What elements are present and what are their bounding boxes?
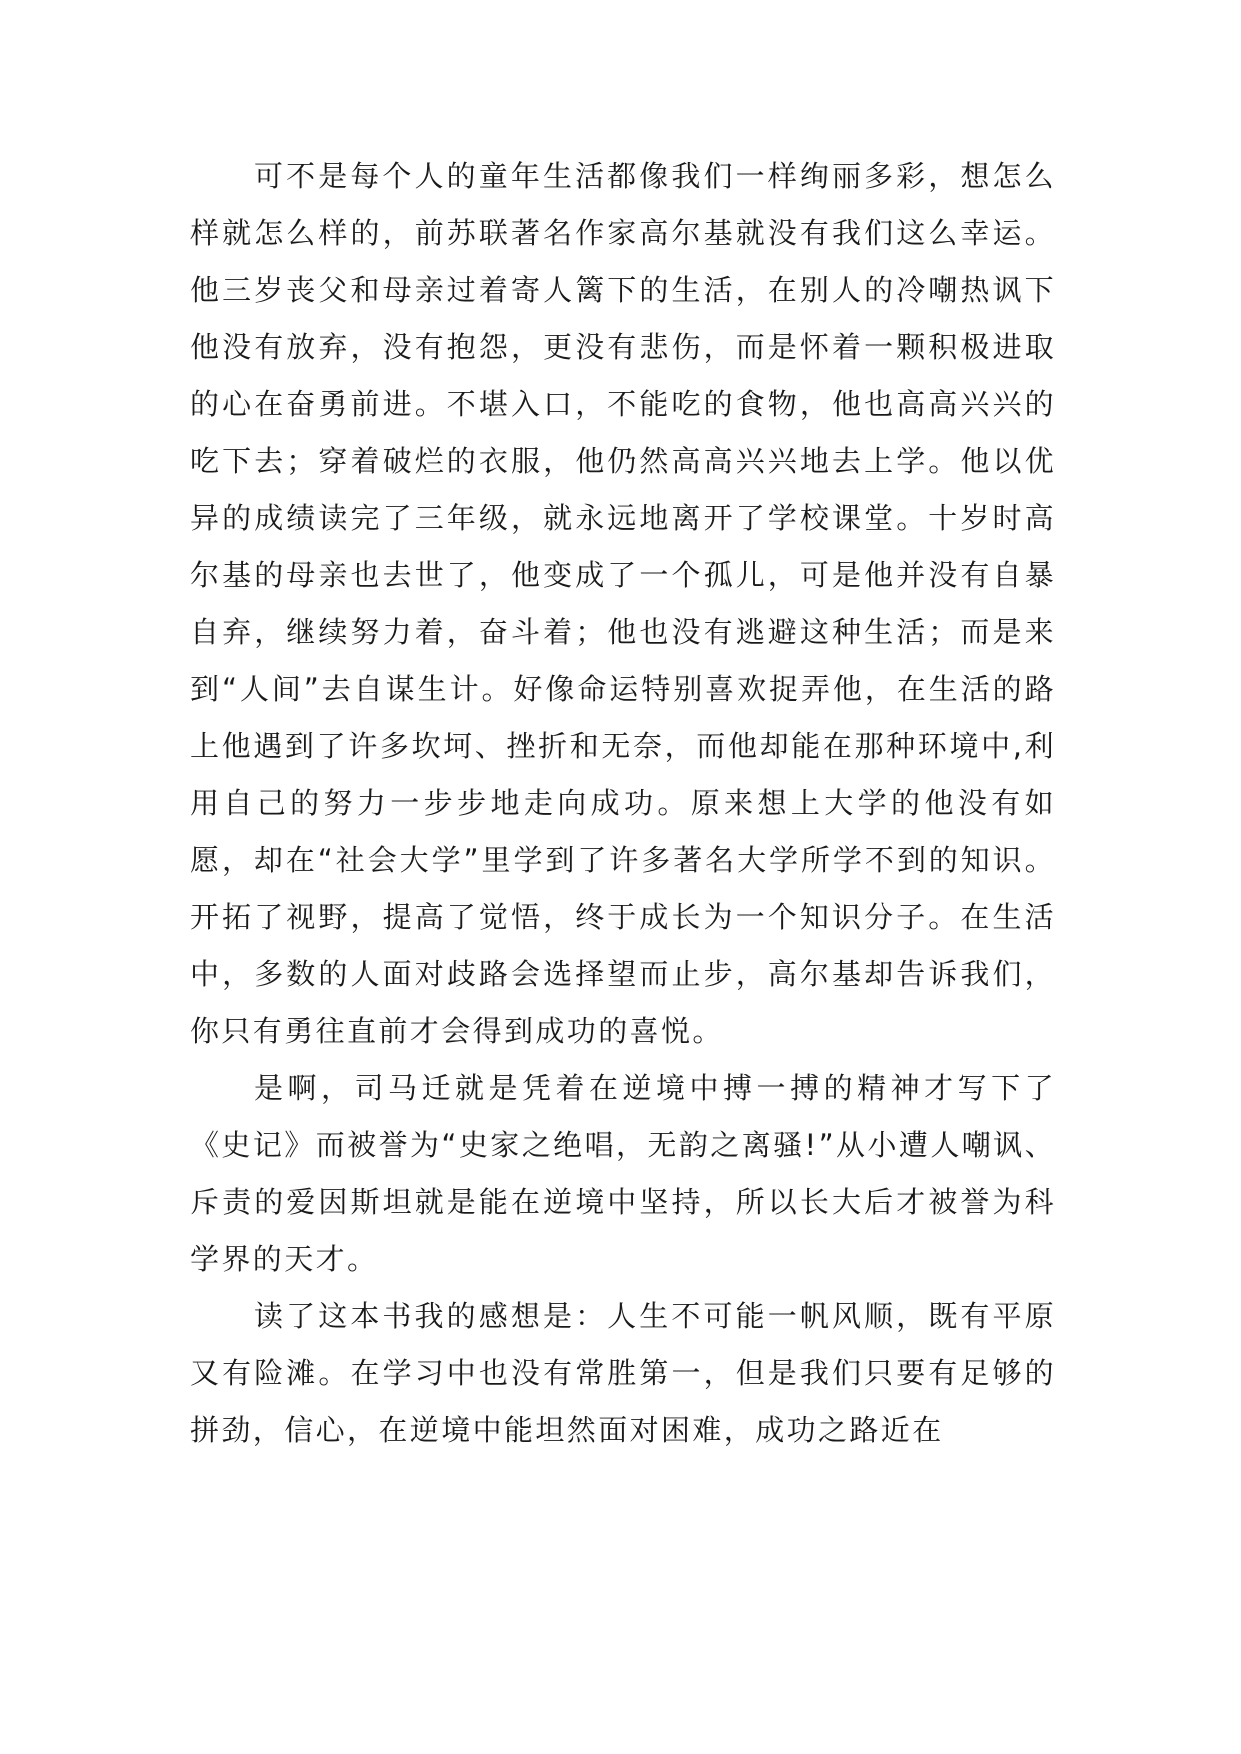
paragraph-gorky: 可不是每个人的童年生活都像我们一样绚丽多彩，想怎么样就怎么样的，前苏联著名作家高尔基就没有我们这么幸运。他三岁丧父和母亲过着寄人篱下的生活，在别人的冷嘲热讽下他没有放弃，没有抱怨，更没有悲伤，而是怀着一颗积极进取的心在奋勇前进。不堪入口，不能吃的食物，他也高高兴兴的吃下去；穿着破烂的衣服，他仍然高高兴兴地去上学。他以优异的成绩读完了三年级，就永远地离开了学校课堂。十岁时高尔基的母亲也去世了，他变成了一个孤儿，可是他并没有自暴自弃，继续努力着，奋斗着；他也没有逃避这种生活；而是来到“人间”去自谋生计。好像命运特别喜欢捉弄他，在生活的路上他遇到了许多坎坷、挫折和无奈，而他却能在那种环境中,利用自己的努力一步步地走向成功。原来想上大学的他没有如愿，却在“社会大学”里学到了许多著名大学所学不到的知识。开拓了视野，提高了觉悟，终于成长为一个知识分子。在生活中，多数的人面对歧路会选择望而止步，高尔基却告诉我们，你只有勇往直前才会得到成功的喜悦。 (190, 159, 1056, 1048)
paragraph-reflection: 读了这本书我的感想是：人生不可能一帆风顺，既有平原又有险滩。在学习中也没有常胜第一，但是我们只要有足够的拼劲，信心，在逆境中能坦然面对困难，成功之路近在 (190, 1299, 1056, 1447)
paragraph-examples: 是啊，司马迁就是凭着在逆境中搏一搏的精神才写下了《史记》而被誉为“史家之绝唱，无韵之离骚!”从小遭人嘲讽、斥责的爱因斯坦就是能在逆境中坚持，所以长大后才被誉为科学界的天才。 (190, 1071, 1056, 1276)
document-page (190, 148, 1056, 1459)
